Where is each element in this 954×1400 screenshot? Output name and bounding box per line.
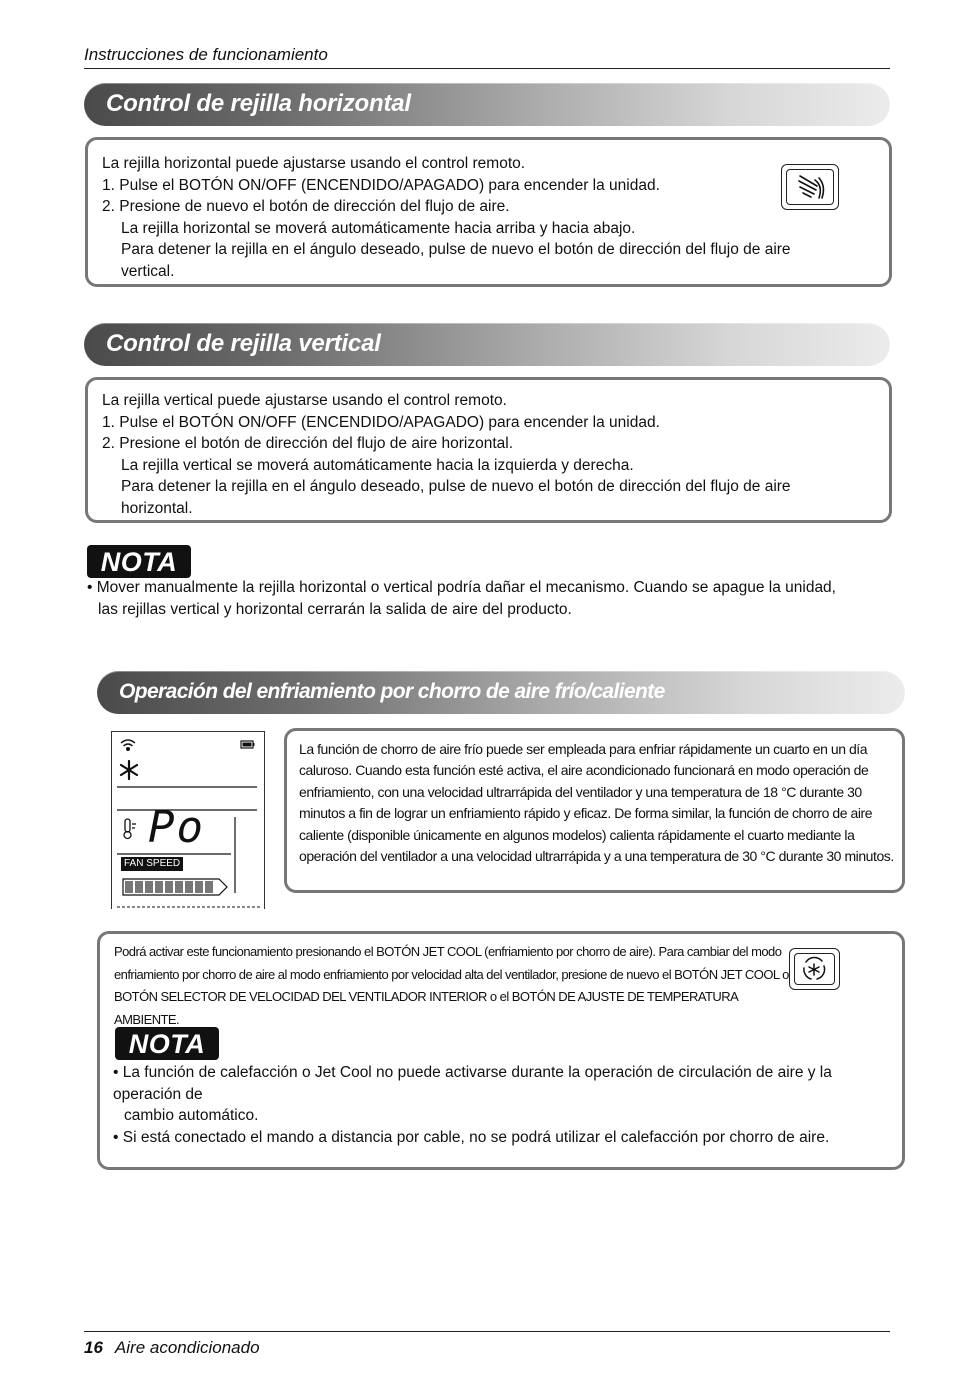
text-line: BOTÓN SELECTOR DE VELOCIDAD DEL VENTILADOR INTERIOR o el BOTÓN DE AJUSTE DE TEMPERATURA AMBIENTE. (114, 989, 738, 1027)
section-header-jet-cool (97, 671, 905, 714)
nota-badge (115, 1027, 219, 1060)
text-line: enfriamiento por chorro de aire al modo enfriamiento por velocidad alta del ventilador, presione de nuevo el BOTÓN JET COOL o (114, 966, 789, 982)
text-line: La rejilla horizontal puede ajustarse usando el control remoto. (102, 155, 526, 172)
horizontal-louver-box (85, 137, 892, 287)
lcd-readout: Po (148, 802, 205, 853)
louver-swing-icon (781, 164, 839, 210)
section-header-horizontal (84, 83, 890, 126)
snowflake-icon (121, 761, 137, 779)
text-line: 2. Presione el botón de dirección del flujo de aire horizontal. (102, 435, 514, 453)
page-footer (84, 1331, 890, 1358)
activation-text (114, 941, 794, 1031)
remote-lcd-display (111, 731, 265, 909)
nota-line: • Si está conectado el mando a distancia por cable, no se podrá utilizar el calefacción por chorro de aire. (113, 1128, 830, 1146)
section-title: Control de rejilla vertical (106, 330, 381, 357)
nota-badge (87, 545, 191, 578)
signal-icon (121, 740, 135, 750)
nota-text (113, 1062, 893, 1148)
text-line: 1. Pulse el BOTÓN ON/OFF (ENCENDIDO/APAGADO) para encender la unidad. (102, 413, 660, 431)
jet-cool-description-box (284, 728, 905, 893)
nota-label: NOTA (100, 547, 178, 577)
text-line: La rejilla vertical puede ajustarse usando el control remoto. (102, 392, 507, 409)
text-line: Para detener la rejilla en el ángulo deseado, pulse de nuevo el botón de dirección del flujo de aire (121, 478, 791, 496)
thermometer-icon (124, 819, 136, 839)
running-header: Instrucciones de funcionamiento (84, 45, 890, 69)
jet-cool-icon (789, 948, 840, 990)
text-line: Para detener la rejilla en el ángulo deseado, pulse de nuevo el botón de dirección del flujo de aire (121, 241, 791, 259)
footer-title: Aire acondicionado (114, 1338, 260, 1357)
nota-line: cambio automático. (124, 1107, 259, 1125)
text-line: operación del ventilador a una velocidad ultrarrápida y a una temperatura de 30 °C durante 30 minutos. (299, 848, 894, 865)
text-line: 1. Pulse el BOTÓN ON/OFF (ENCENDIDO/APAGADO) para encender la unidad. (102, 176, 660, 194)
text-line: La rejilla horizontal se moverá automáticamente hacia arriba y hacia abajo. (121, 219, 636, 237)
vertical-airflow-button-icon (781, 164, 839, 210)
section-header-vertical (84, 323, 890, 366)
nota-line: • Mover manualmente la rejilla horizontal o vertical podría dañar el mecanismo. Cuando se apague la unidad, (87, 579, 836, 596)
text-line: vertical. (121, 262, 175, 280)
nota-text (87, 577, 897, 620)
text-line: enfriamiento, con una velocidad ultrarrápida del ventilador y una temperatura de 18 °C durante 30 (299, 783, 862, 800)
text-line: caluroso. Cuando esta función esté activa, el aire acondicionado funcionará en modo operación de (299, 762, 869, 779)
jet-cool-button-icon (789, 948, 840, 990)
text-line: horizontal. (121, 499, 193, 517)
text-line: La función de chorro de aire frío puede ser empleada para enfriar rápidamente un cuarto en un día (299, 741, 868, 757)
text-line: 2. Presione de nuevo el botón de dirección del flujo de aire. (102, 198, 510, 216)
fan-speed-label: FAN SPEED (121, 857, 183, 871)
text-line: La rejilla vertical se moverá automáticamente hacia la izquierda y derecha. (121, 456, 634, 474)
page-number: 16 (84, 1338, 103, 1357)
section-title: Operación del enfriamiento por chorro de aire frío/caliente (119, 680, 665, 703)
nota-line: • La función de calefacción o Jet Cool no puede activarse durante la operación de circulación de aire y la operación de (113, 1064, 832, 1103)
nota-line: las rejillas vertical y horizontal cerrarán la salida de aire del producto. (98, 600, 572, 618)
text-line: minutos a fin de lograr un enfriamiento rápido y eficaz. De forma similar, la función de chorro de aire (299, 805, 873, 822)
battery-icon (241, 741, 255, 748)
fan-speed-bar (123, 879, 227, 895)
nota-label: NOTA (128, 1029, 206, 1059)
text-line: Podrá activar este funcionamiento presionando el BOTÓN JET COOL (enfriamiento por chorro de aire). Para cambiar del modo (114, 944, 782, 959)
text-line: caliente (disponible únicamente en algunos modelos) calienta rápidamente el cuarto mediante la (299, 826, 855, 843)
vertical-louver-box (85, 377, 892, 523)
jet-cool-activation-box (97, 931, 905, 1170)
section-title: Control de rejilla horizontal (106, 90, 411, 117)
